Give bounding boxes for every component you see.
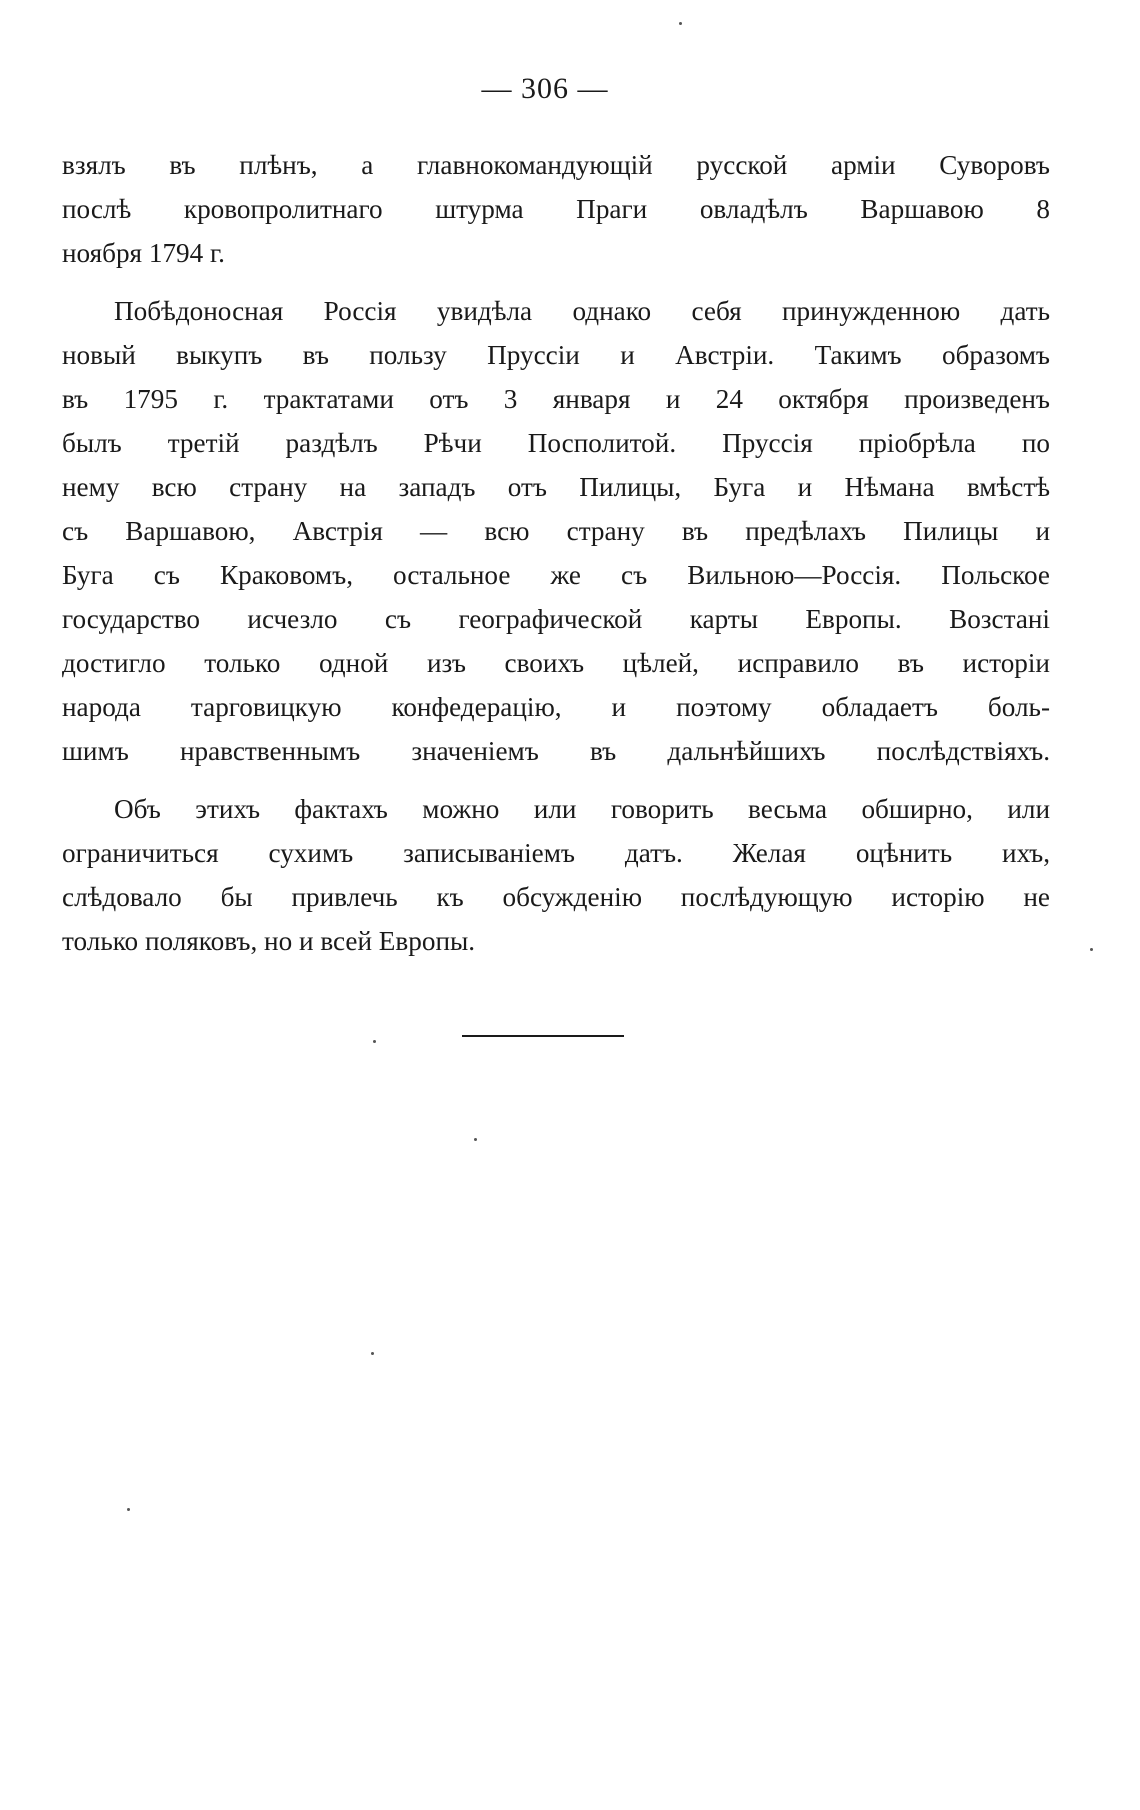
text-line: народа тарговицкую конфедерацію, и поэтому обладаетъ боль- xyxy=(62,692,1050,722)
text-line: нему всю страну на западъ отъ Пилицы, Буга и Нѣмана вмѣстѣ xyxy=(62,472,1050,502)
text-line: въ 1795 г. трактатами отъ 3 января и 24 октября произведенъ xyxy=(62,384,1050,414)
text-line: слѣдовало бы привлечь къ обсужденію послѣдующую исторію не xyxy=(62,882,1050,912)
paragraph-1 xyxy=(62,143,1050,275)
section-divider xyxy=(462,1035,624,1037)
text-line: ноября 1794 г. xyxy=(62,238,225,268)
text-line: взялъ въ плѣнъ, а главнокомандующій русской арміи Суворовъ xyxy=(62,150,1050,180)
body-text xyxy=(62,143,1050,963)
page-number: — 306 — xyxy=(481,72,609,105)
text-line: шимъ нравственнымъ значеніемъ въ дальнѣйшихъ послѣдствіяхъ. xyxy=(62,736,1050,766)
text-line: съ Варшавою, Австрія — всю страну въ предѣлахъ Пилицы и xyxy=(62,516,1050,546)
text-line: Буга съ Краковомъ, остальное же съ Вильною—Россія. Польское xyxy=(62,560,1050,590)
text-line: Побѣдоносная Россія увидѣла однако себя принужденною дать xyxy=(114,296,1050,326)
scan-speck xyxy=(373,1040,376,1043)
text-line: ограничиться сухимъ записываніемъ датъ. Желая оцѣнить ихъ, xyxy=(62,838,1050,868)
text-line: Объ этихъ фактахъ можно или говорить весьма обширно, или xyxy=(114,794,1050,824)
text-line: послѣ кровопролитнаго штурма Праги овладѣлъ Варшавою 8 xyxy=(62,194,1050,224)
text-line: былъ третій раздѣлъ Рѣчи Посполитой. Пруссія пріобрѣла по xyxy=(62,428,1050,458)
scan-speck xyxy=(371,1352,374,1355)
scan-speck xyxy=(127,1508,130,1511)
text-line: государство исчезло съ географической карты Европы. Возстані xyxy=(62,604,1050,634)
text-line: только поляковъ, но и всей Европы. xyxy=(62,926,476,956)
paragraph-3 xyxy=(62,787,1050,963)
text-line: достигло только одной изъ своихъ цѣлей, исправило въ исторіи xyxy=(62,648,1050,678)
scan-speck xyxy=(1090,948,1093,951)
text-line: новый выкупъ въ пользу Пруссіи и Австріи. Такимъ образомъ xyxy=(62,340,1050,370)
scan-speck xyxy=(474,1138,477,1141)
paragraph-2 xyxy=(62,289,1050,773)
scan-speck xyxy=(679,22,682,25)
